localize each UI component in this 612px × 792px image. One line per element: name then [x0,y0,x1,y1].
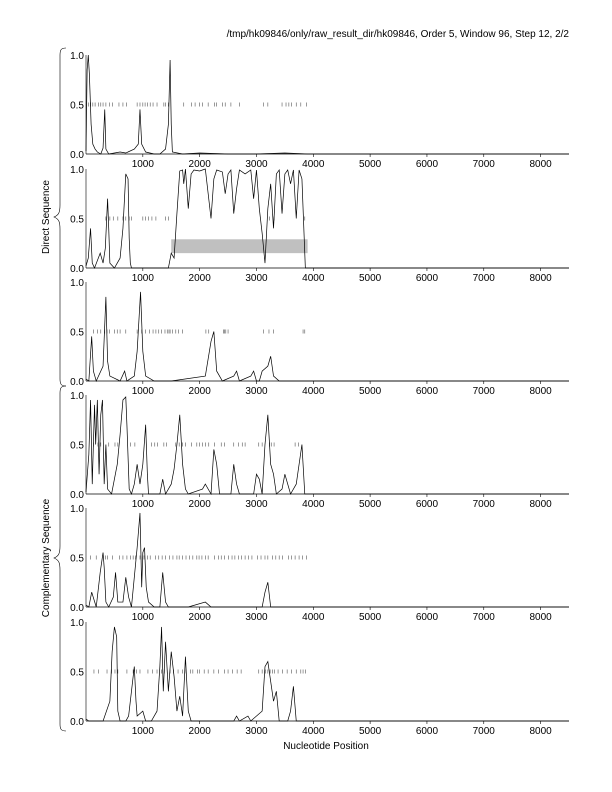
panel-4-x-tick-label: 1000 [131,499,154,510]
panel-3-x-tick-label: 5000 [358,386,382,397]
panel-4-x-tick-label: 7000 [472,499,495,510]
panel-6-y-tick-label: 0.0 [70,717,84,728]
panel-1-x-tick-label: 2000 [188,159,211,170]
panel-6-y-tick-label: 0.5 [70,667,84,679]
panel-6-x-tick-label: 8000 [529,726,552,737]
brace-direct [54,48,66,386]
panel-5-x-tick-label: 7000 [472,612,495,623]
panel-1-x-tick-label: 8000 [529,159,552,170]
panel-3-x-tick-label: 3000 [245,386,268,397]
panel-1 [70,51,569,170]
panel-2-x-tick-label: 5000 [358,273,382,284]
panel-5-y-tick-label: 0.5 [70,553,84,565]
panel-2-y-tick-label: 0.5 [70,214,84,226]
panel-5-x-tick-label: 4000 [302,612,325,623]
panel-6-x-tick-label: 3000 [245,726,268,737]
panel-4 [70,391,569,510]
panel-1-x-tick-label: 3000 [245,159,268,170]
panel-1-x-tick-label: 4000 [302,159,325,170]
panel-4-y-tick-label: 0.5 [70,440,84,452]
panel-4-x-tick-label: 5000 [358,499,382,510]
group-label-complementary: Complementary Sequence [41,498,52,618]
panel-6-x-tick-label: 5000 [358,726,382,737]
panel-2-x-tick-label: 6000 [415,273,439,284]
panel-6-x-tick-label: 2000 [188,726,211,737]
panel-2-x-tick-label: 1000 [131,273,154,284]
panel-1-x-tick-label: 7000 [472,159,495,170]
panel-6 [70,618,569,737]
panel-5-x-tick-label: 1000 [131,612,154,623]
panel-2-series-line [86,169,569,268]
group-label-direct: Direct Sequence [41,180,52,254]
panel-3-x-tick-label: 2000 [188,386,211,397]
panel-3-y-tick-label: 1.0 [70,278,84,289]
panel-5 [70,504,569,623]
panel-3-series-line [86,292,569,381]
panel-2-x-tick-label: 7000 [472,273,495,284]
panel-3-x-tick-label: 1000 [131,386,154,397]
panel-2-y-tick-label: 1.0 [70,165,84,176]
panel-4-x-tick-label: 3000 [245,499,268,510]
panel-5-x-tick-label: 6000 [415,612,439,623]
panel-3-x-tick-label: 6000 [415,386,439,397]
panel-1-y-tick-label: 1.0 [70,51,84,62]
panel-4-series-line [86,397,569,494]
panel-2-y-tick-label: 0.0 [70,264,84,275]
panel-4-x-tick-label: 6000 [415,499,439,510]
panel-4-x-tick-label: 4000 [302,499,325,510]
panel-2-x-tick-label: 4000 [302,273,325,284]
panel-5-x-tick-label: 5000 [358,612,382,623]
header-path-text: /tmp/hk09846/only/raw_result_dir/hk09846, Order 5, Window 96, Step 12, 2/2 [226,29,569,40]
panel-5-x-tick-label: 2000 [188,612,211,623]
panel-3 [70,278,569,397]
panel-3-x-tick-label: 7000 [472,386,495,397]
panel-1-y-tick-label: 0.0 [70,150,84,161]
panel-4-x-tick-label: 2000 [188,499,211,510]
panel-1-x-tick-label: 1000 [131,159,154,170]
panel-2-highlight-bar [171,239,307,253]
panel-3-x-tick-label: 4000 [302,386,325,397]
panel-3-y-tick-label: 0.5 [70,327,84,339]
panel-2-x-tick-label: 3000 [245,273,268,284]
panel-5-x-tick-label: 3000 [245,612,268,623]
panel-2-x-tick-label: 2000 [188,273,211,284]
panel-5-x-tick-label: 8000 [529,612,552,623]
panel-4-y-tick-label: 1.0 [70,391,84,402]
panel-6-x-tick-label: 7000 [472,726,495,737]
panel-6-y-tick-label: 1.0 [70,618,84,629]
brace-complementary [54,386,66,731]
panel-2 [70,165,569,284]
panel-4-x-tick-label: 8000 [529,499,552,510]
panel-5-y-tick-label: 0.0 [70,603,84,614]
x-axis-title: Nucleotide Position [283,741,369,752]
panel-3-x-tick-label: 8000 [529,386,552,397]
panel-1-x-tick-label: 6000 [415,159,439,170]
panel-6-x-tick-label: 4000 [302,726,325,737]
panel-2-x-tick-label: 8000 [529,273,552,284]
panel-6-x-tick-label: 1000 [131,726,154,737]
panel-3-y-tick-label: 0.0 [70,377,84,388]
panel-5-series-line [86,513,569,607]
panel-1-series-line [86,55,569,154]
panel-1-x-tick-label: 5000 [358,159,382,170]
panel-1-y-tick-label: 0.5 [70,100,84,112]
panel-6-series-line [86,627,569,721]
panel-6-x-tick-label: 6000 [415,726,439,737]
panels-group [70,51,569,737]
panel-4-y-tick-label: 0.0 [70,490,84,501]
panel-5-y-tick-label: 1.0 [70,504,84,515]
